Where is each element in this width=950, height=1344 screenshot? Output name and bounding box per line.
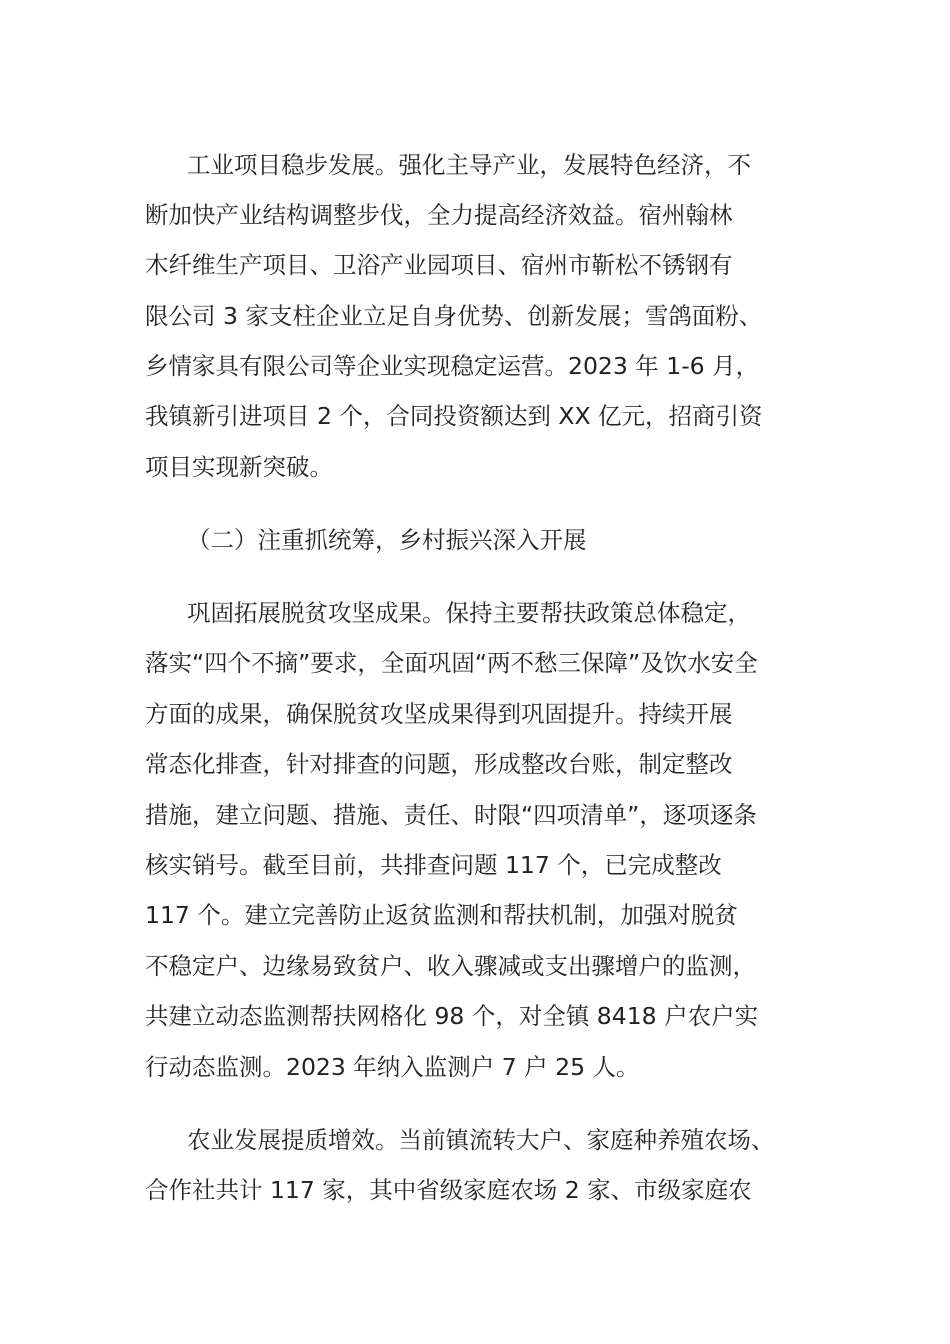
paragraph-1-line-6: 我镇新引进项目 2 个，合同投资额达到 XX 亿元，招商引资 bbox=[145, 402, 763, 430]
paragraph-1-line-4: 限公司 3 家支柱企业立足自身优势、创新发展；雪鸽面粉、 bbox=[145, 302, 763, 330]
paragraph-2-line-3: 方面的成果，确保脱贫攻坚成果得到巩固提升。持续开展 bbox=[145, 700, 733, 728]
paragraph-2-line-2: 落实“四个不摘”要求，全面巩固“两不愁三保障”及饮水安全 bbox=[145, 649, 758, 677]
paragraph-2-line-1: 巩固拓展脱贫攻坚成果。保持主要帮扶政策总体稳定， bbox=[187, 599, 751, 627]
paragraph-2-line-6: 核实销号。截至目前，共排查问题 117 个，已完成整改 bbox=[145, 851, 722, 879]
paragraph-2-line-5: 措施，建立问题、措施、责任、时限“四项清单”，逐项逐条 bbox=[145, 801, 757, 829]
paragraph-2-line-4: 常态化排查，针对排查的问题，形成整改台账，制定整改 bbox=[145, 750, 733, 778]
paragraph-1-line-2: 断加快产业结构调整步伐，全力提高经济效益。宿州翰林 bbox=[145, 201, 733, 229]
paragraph-1-line-1: 工业项目稳步发展。强化主导产业，发展特色经济，不 bbox=[187, 151, 751, 179]
paragraph-2-line-10: 行动态监测。2023 年纳入监测户 7 户 25 人。 bbox=[145, 1053, 640, 1081]
section-heading: （二）注重抓统筹，乡村振兴深入开展 bbox=[187, 526, 587, 554]
paragraph-1-line-7: 项目实现新突破。 bbox=[145, 453, 333, 481]
paragraph-1-line-3: 木纤维生产项目、卫浴产业园项目、宿州市靳松不锈钢有 bbox=[145, 251, 733, 279]
paragraph-2-line-9: 共建立动态监测帮扶网格化 98 个，对全镇 8418 户农户实 bbox=[145, 1002, 759, 1030]
paragraph-1-line-5: 乡情家具有限公司等企业实现稳定运营。2023 年 1-6 月， bbox=[145, 352, 760, 380]
paragraph-3-line-2: 合作社共计 117 家，其中省级家庭农场 2 家、市级家庭农 bbox=[145, 1176, 752, 1204]
paragraph-2-line-7: 117 个。建立完善防止返贫监测和帮扶机制，加强对脱贫 bbox=[145, 901, 738, 929]
paragraph-3-line-1: 农业发展提质增效。当前镇流转大户、家庭种养殖农场、 bbox=[187, 1126, 775, 1154]
paragraph-2-line-8: 不稳定户、边缘易致贫户、收入骤减或支出骤增户的监测， bbox=[145, 952, 756, 980]
